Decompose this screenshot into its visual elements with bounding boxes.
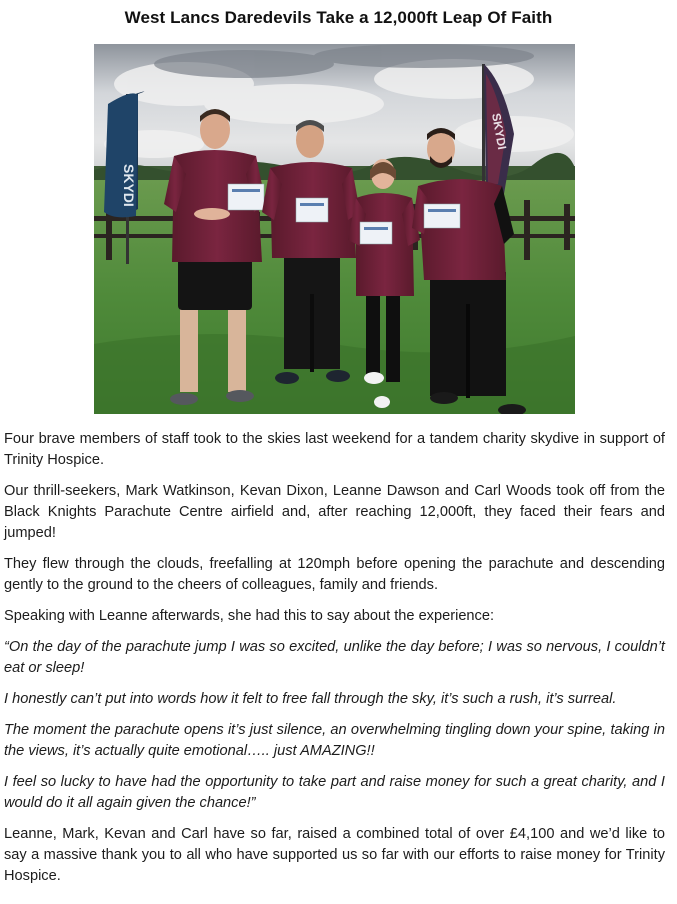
article-title: West Lancs Daredevils Take a 12,000ft Leap Of Faith	[124, 8, 553, 27]
right-banner-text: SKYDI	[489, 112, 510, 151]
paragraph-freefall: They flew through the clouds, freefalling at 120mph before opening the parachute and descending gently to the ground to the cheers of colleagues, family and friends.	[4, 556, 665, 593]
quote-2: I honestly can’t put into words how it felt to free fall through the sky, it’s such a rush, it’s surreal.	[4, 691, 617, 707]
group-photo	[94, 44, 575, 414]
quote-1: “On the day of the parachute jump I was so excited, unlike the day before; I was so nervous, I couldn’t eat or sleep!	[4, 639, 665, 676]
paragraph-closing: Leanne, Mark, Kevan and Carl have so far, raised a combined total of over £4,100 and we’d like to say a massive thank you to all who have supported us so far with our efforts to raise money for Trinity Hospice.	[4, 826, 665, 884]
quote-4: I feel so lucky to have had the opportunity to take part and raise money for such a great charity, and I would do it all again given the chance!”	[4, 774, 665, 811]
article-body	[4, 429, 665, 897]
paragraph-participants: Our thrill-seekers, Mark Watkinson, Kevan Dixon, Leanne Dawson and Carl Woods took off from the Black Knights Parachute Centre airfield and, after reaching 12,000ft, they faced their fears and jumped!	[4, 483, 665, 541]
paragraph-intro: Four brave members of staff took to the skies last weekend for a tandem charity skydive in support of Trinity Hospice.	[4, 431, 665, 468]
quote-3: The moment the parachute opens it’s just silence, an overwhelming tingling down your spine, taking in the views, it’s actually quite emotional….. just AMAZING!!	[4, 722, 665, 759]
paragraph-speaking: Speaking with Leanne afterwards, she had this to say about the experience:	[4, 608, 495, 624]
left-banner-text: SKYDI	[121, 164, 137, 207]
